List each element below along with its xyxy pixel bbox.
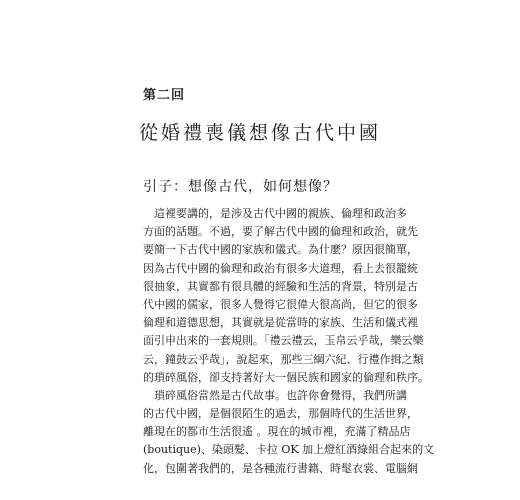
body-line: 離現在的都市生活很遙 。現在的城市裡，充滿了精品店 [143, 425, 411, 439]
body-line: 倫理和道德思想，其實就是從當時的家族、生活和儀式裡 [143, 316, 418, 330]
body-line: 這裡要講的，是涉及古代中國的親族、倫理和政治多 [143, 207, 407, 220]
body-line: 因為古代中國的倫理和政治有很多大道理，看上去很籠統 [143, 261, 418, 275]
body-line: 要簡一下古代中國的家族和儀式。為什麼？原因很簡單， [143, 243, 418, 257]
body-line: 很抽象，其實都有很具體的經驗和生活的背景，特別是古 [143, 279, 418, 293]
section-heading: 引子：想像古代，如何想像？ [143, 179, 338, 195]
body-line: 的古代中國，是個很陌生的過去，那個時代的生活世界， [143, 407, 418, 421]
body-line: 方面的話題。不過，要了解古代中國的倫理和政治，就先 [143, 225, 418, 239]
body-line: 代中國的儒家，很多人覺得它很偉大很高尚，但它的很多 [143, 297, 418, 311]
chapter-label: 第二回 [143, 88, 186, 103]
body-line: 面引申出來的一套規則。「禮云禮云，玉帛云乎哉，樂云樂 [143, 334, 424, 348]
body-paragraphs [143, 205, 435, 478]
body-line: 的瑣碎風俗，卻支持著好大一個民族和國家的倫理和秩序。 [143, 370, 429, 384]
chapter-title: 從婚禮喪儀想像古代中國 [138, 122, 381, 144]
body-line: 瑣碎風俗當然是古代故事。也許你會覺得，我們所講 [143, 388, 407, 402]
body-line: (boutique)、染頭髮、卡拉 OK 加上燈紅酒綠組合起來的文 [143, 443, 435, 457]
body-line: 化，包圍著我們的，是各種流行書籍、時髦衣裳、電腦網 [143, 461, 418, 475]
body-line: 云，鐘鼓云乎哉」，說起來，那些三綱六紀、行禮作揖之類 [143, 352, 424, 366]
